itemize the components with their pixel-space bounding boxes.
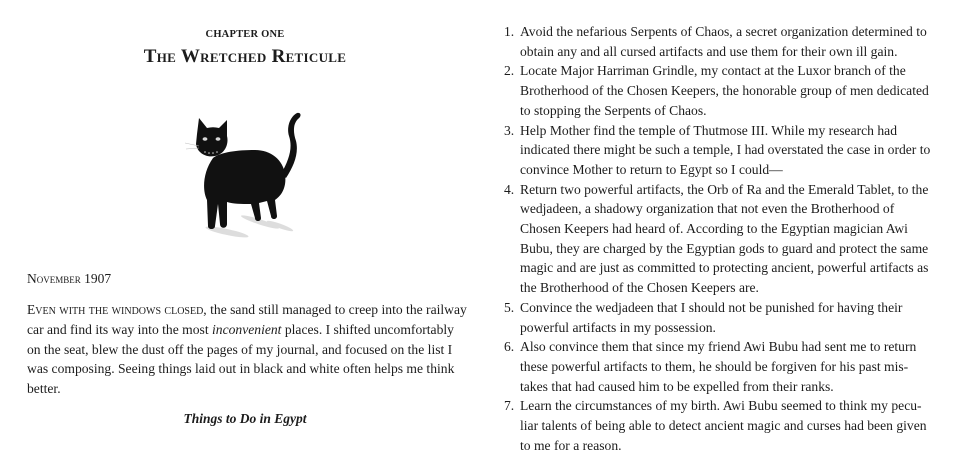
list-item	[504, 121, 932, 180]
chapter-label: CHAPTER ONE	[205, 29, 285, 40]
chapter-title: The Wretched Reticule	[143, 46, 347, 67]
list-item	[504, 337, 932, 396]
list-item-text: Also convince them that since my friend Awi Bubu had sent me to return these powerful artifacts to them, he should be forgiven for his past mis-takes that had caused him to be expelled from their ranks.	[520, 339, 917, 394]
list-item-text: Avoid the nefarious Serpents of Chaos, a secret organization determined to obtain any and all cursed artifacts and use them for their own ill gain.	[520, 24, 927, 59]
list-item-number: 4.	[504, 181, 515, 197]
todo-list	[504, 22, 932, 455]
black-cat-illustration	[185, 108, 315, 248]
list-item-text: Locate Major Harriman Grindle, my contact at the Luxor branch of the Brotherhood of the Chosen Keepers, the honorable group of men dedicated to stopping the Serpents of Chaos.	[520, 63, 929, 118]
list-item	[504, 396, 932, 455]
paragraph-emphasis: inconvenient	[212, 321, 282, 337]
list-item-number: 5.	[504, 299, 515, 315]
list-item-number: 3.	[504, 122, 515, 138]
list-item	[504, 180, 932, 298]
opening-paragraph	[27, 300, 467, 399]
list-item-number: 1.	[504, 24, 515, 39]
list-item-number: 2.	[504, 63, 515, 79]
list-item	[504, 22, 932, 61]
paragraph-lead-in: Even with the windows closed,	[27, 302, 207, 317]
paragraph-text-continued: places. I shifted uncomfortably on the seat, blew the dust off the pages of my journal, and focused on the list I was composing. Seeing things laid out in black and white often helps me think better.	[27, 321, 455, 397]
list-item-number: 7.	[504, 398, 515, 414]
list-heading: Things to Do in Egypt	[183, 411, 307, 426]
cat-shadow	[205, 213, 294, 239]
list-item-text: Learn the circumstances of my birth. Awi Bubu seemed to think my pecu-liar talents of being able to detect ancient magic and curses had been given to me for a reason.	[520, 398, 927, 453]
list-item-text: Return two powerful artifacts, the Orb of Ra and the Emerald Tablet, to the wedjadeen, a shadowy organization that not even the Brotherhood of Chosen Keepers had heard of. According to the Egyptian magician Awi Bubu, they are charged by the Egyptian gods to guard and protect the same magic and are just as committed to protecting ancient, powerful artifacts as the Brotherhood of the Chosen Keepers are.	[520, 181, 929, 296]
list-item	[504, 298, 932, 337]
list-item	[504, 61, 932, 120]
cat-silhouette	[196, 113, 301, 229]
right-page	[480, 0, 960, 476]
paragraph-text: the sand still managed to creep into the railway car and find its way into the most	[27, 302, 467, 337]
list-item-text: Help Mother find the temple of Thutmose III. While my research had indicated there might be such a temple, I had overstated the case in order to convince Mother to return to Egypt so I could—	[520, 122, 931, 177]
dateline: November 1907	[27, 271, 112, 286]
list-item-number: 6.	[504, 339, 515, 355]
list-item-text: Convince the wedjadeen that I should not be punished for having their powerful artifacts in my possession.	[520, 299, 903, 335]
